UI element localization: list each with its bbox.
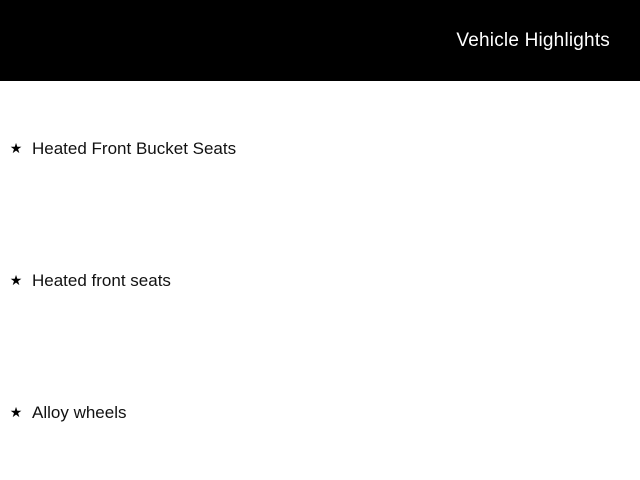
list-item: [8, 268, 171, 292]
list-item: [8, 400, 127, 424]
star-bullet-icon: ★: [9, 404, 23, 420]
page-title: Vehicle Highlights: [456, 30, 610, 51]
star-bullet-icon: ★: [9, 272, 23, 288]
highlight-label: Heated front seats: [32, 270, 171, 290]
header-bar: [0, 0, 640, 81]
star-bullet-icon: ★: [9, 140, 23, 156]
highlight-label: Heated Front Bucket Seats: [32, 138, 237, 158]
highlights-list: [0, 81, 640, 480]
highlight-label: Alloy wheels: [32, 402, 127, 422]
list-item: [8, 136, 236, 160]
